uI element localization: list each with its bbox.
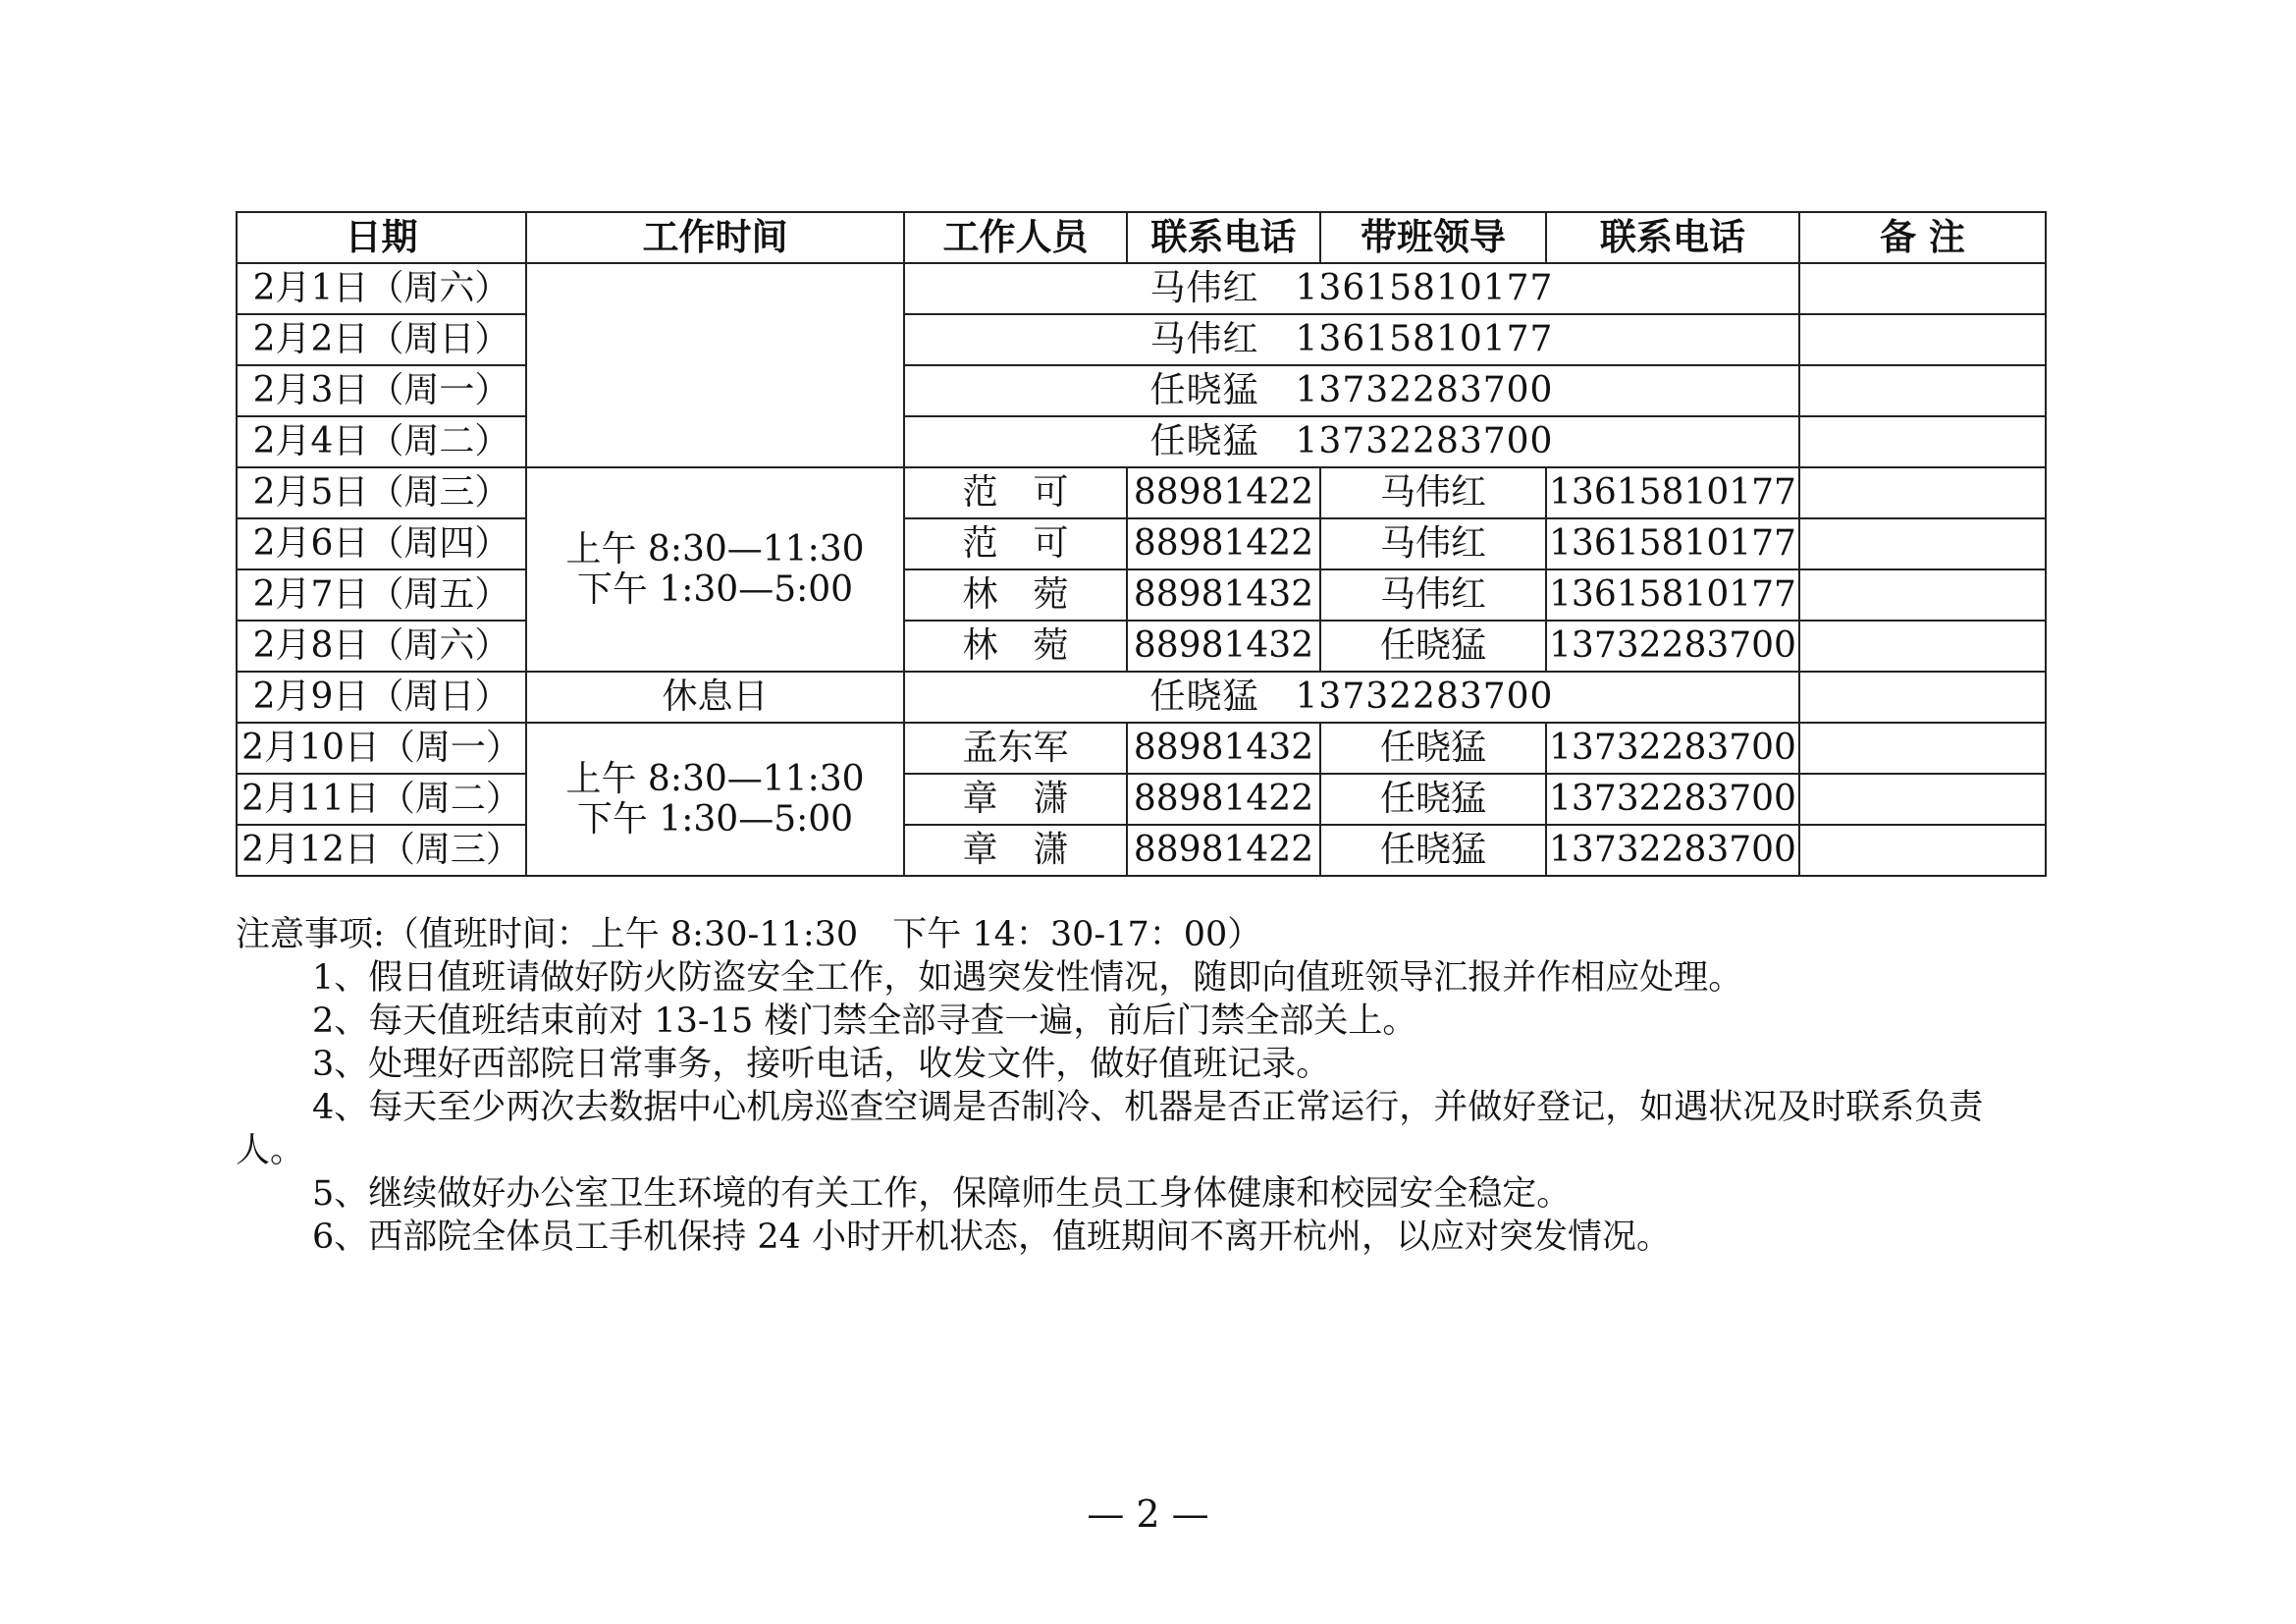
phone-cell: 88981432 <box>1127 723 1320 774</box>
date-cell: 2月7日（周五） <box>237 569 526 621</box>
date-cell: 2月10日（周一） <box>237 723 526 774</box>
table-row <box>237 621 2046 672</box>
remarks-cell <box>1799 672 2046 723</box>
notes-section <box>236 913 2052 1259</box>
merged-duty-cell: 马伟红 13615810177 <box>904 263 1799 314</box>
table-row <box>237 467 2046 518</box>
page-number: — 2 — <box>1087 1492 1209 1536</box>
phone-cell: 88981422 <box>1127 467 1320 518</box>
staff-cell: 范 可 <box>904 467 1127 518</box>
staff-cell: 章 潇 <box>904 825 1127 876</box>
date-cell: 2月4日（周二） <box>237 416 526 467</box>
phone-cell: 88981422 <box>1127 518 1320 569</box>
work-time-am: 上午 8:30—11:30 <box>565 758 865 799</box>
leader-phone-cell: 13732283700 <box>1546 621 1799 672</box>
remarks-cell <box>1799 365 2046 416</box>
remarks-cell <box>1799 467 2046 518</box>
staff-cell: 章 潇 <box>904 774 1127 825</box>
date-cell: 2月1日（周六） <box>237 263 526 314</box>
note-item-6: 6、西部院全体员工手机保持 24 小时开机状态，值班期间不离开杭州，以应对突发情况。 <box>312 1218 1672 1257</box>
remarks-cell <box>1799 416 2046 467</box>
leader-cell: 马伟红 <box>1320 467 1546 518</box>
leader-phone-cell: 13732283700 <box>1546 825 1799 876</box>
merged-duty-cell: 任晓猛 13732283700 <box>904 672 1799 723</box>
phone-cell: 88981432 <box>1127 621 1320 672</box>
date-cell: 2月9日（周日） <box>237 672 526 723</box>
staff-cell: 林 菀 <box>904 569 1127 621</box>
work-time-cell <box>526 467 904 672</box>
leader-cell: 马伟红 <box>1320 569 1546 621</box>
date-cell: 2月5日（周三） <box>237 467 526 518</box>
remarks-cell <box>1799 569 2046 621</box>
table-row <box>237 518 2046 569</box>
leader-cell: 任晓猛 <box>1320 723 1546 774</box>
note-item-1: 1、假日值班请做好防火防盗安全工作，如遇突发性情况，随即向值班领导汇报并作相应处理。 <box>312 958 1743 998</box>
work-time-pm: 下午 1:30—5:00 <box>576 569 854 610</box>
date-cell: 2月2日（周日） <box>237 314 526 365</box>
header-leader: 带班领导 <box>1320 212 1546 263</box>
header-work-time: 工作时间 <box>526 212 904 263</box>
remarks-cell <box>1799 263 2046 314</box>
note-item-5: 5、继续做好办公室卫生环境的有关工作，保障师生员工身体健康和校园安全稳定。 <box>312 1174 1572 1214</box>
table-row <box>237 416 2046 467</box>
table-row <box>237 365 2046 416</box>
staff-cell: 范 可 <box>904 518 1127 569</box>
date-cell: 2月11日（周二） <box>237 774 526 825</box>
date-cell: 2月6日（周四） <box>237 518 526 569</box>
remarks-cell <box>1799 723 2046 774</box>
table-row <box>237 314 2046 365</box>
leader-cell: 任晓猛 <box>1320 825 1546 876</box>
work-time-cell <box>526 723 904 876</box>
phone-cell: 88981422 <box>1127 825 1320 876</box>
staff-cell: 孟东军 <box>904 723 1127 774</box>
header-date: 日期 <box>237 212 526 263</box>
leader-phone-cell: 13615810177 <box>1546 467 1799 518</box>
table-row <box>237 263 2046 314</box>
leader-phone-cell: 13732283700 <box>1546 774 1799 825</box>
header-remarks: 备 注 <box>1799 212 2046 263</box>
work-time-pm: 下午 1:30—5:00 <box>576 799 854 839</box>
table-row <box>237 825 2046 876</box>
leader-phone-cell: 13615810177 <box>1546 569 1799 621</box>
remarks-cell <box>1799 621 2046 672</box>
note-item-2: 2、每天值班结束前对 13-15 楼门禁全部寻查一遍，前后门禁全部关上。 <box>312 1001 1417 1041</box>
work-time-cell-empty <box>526 263 904 467</box>
header-staff: 工作人员 <box>904 212 1127 263</box>
table-row <box>237 774 2046 825</box>
staff-cell: 林 菀 <box>904 621 1127 672</box>
remarks-cell <box>1799 314 2046 365</box>
merged-duty-cell: 任晓猛 13732283700 <box>904 365 1799 416</box>
header-leader-phone: 联系电话 <box>1546 212 1799 263</box>
leader-cell: 任晓猛 <box>1320 621 1546 672</box>
remarks-cell <box>1799 518 2046 569</box>
leader-cell: 任晓猛 <box>1320 774 1546 825</box>
date-cell: 2月12日（周三） <box>237 825 526 876</box>
note-item-3: 3、处理好西部院日常事务，接听电话，收发文件，做好值班记录。 <box>312 1045 1331 1084</box>
leader-phone-cell: 13615810177 <box>1546 518 1799 569</box>
table-row <box>237 672 2046 723</box>
table-header-row <box>237 212 2046 263</box>
date-cell: 2月8日（周六） <box>237 621 526 672</box>
leader-cell: 马伟红 <box>1320 518 1546 569</box>
table-row <box>237 569 2046 621</box>
rest-day-cell: 休息日 <box>526 672 904 723</box>
remarks-cell <box>1799 774 2046 825</box>
date-cell: 2月3日（周一） <box>237 365 526 416</box>
notes-heading: 注意事项:（值班时间：上午 8:30-11:30 下午 14：30-17：00） <box>236 915 1262 954</box>
work-time-am: 上午 8:30—11:30 <box>565 528 865 569</box>
table-row <box>237 723 2046 774</box>
note-item-4: 4、每天至少两次去数据中心机房巡查空调是否制冷、机器是否正常运行，并做好登记，如遇状况及时联系负责人。 <box>236 1088 1984 1170</box>
leader-phone-cell: 13732283700 <box>1546 723 1799 774</box>
phone-cell: 88981422 <box>1127 774 1320 825</box>
remarks-cell <box>1799 825 2046 876</box>
header-phone: 联系电话 <box>1127 212 1320 263</box>
phone-cell: 88981432 <box>1127 569 1320 621</box>
merged-duty-cell: 马伟红 13615810177 <box>904 314 1799 365</box>
merged-duty-cell: 任晓猛 13732283700 <box>904 416 1799 467</box>
duty-schedule-table <box>236 211 2047 877</box>
